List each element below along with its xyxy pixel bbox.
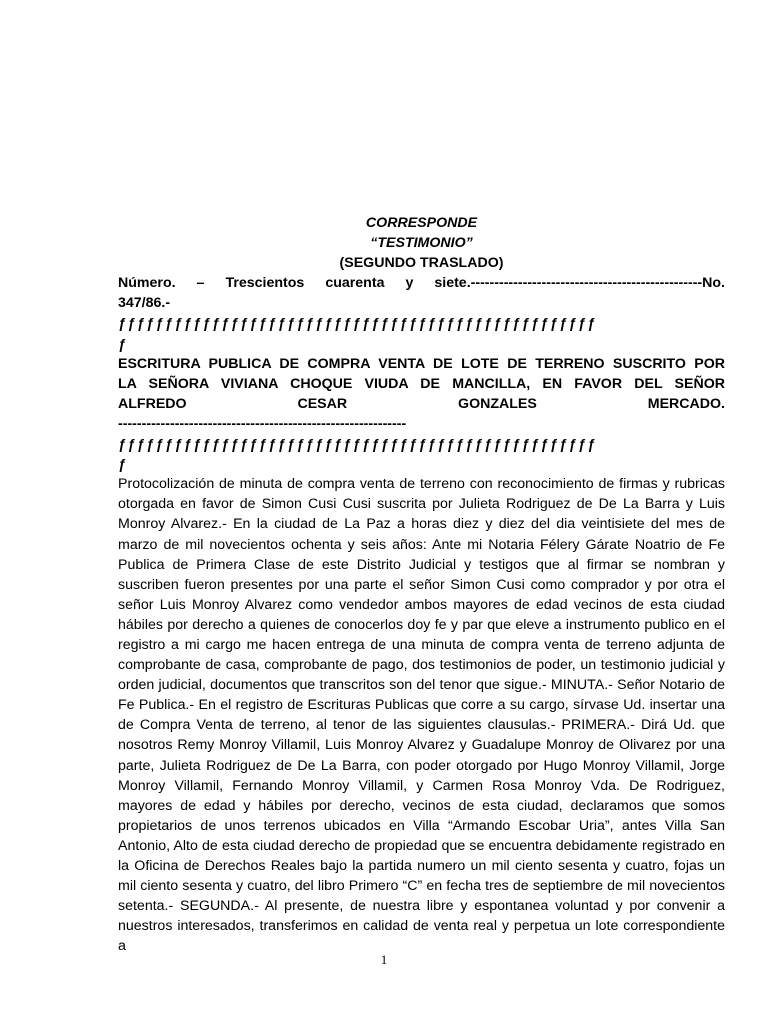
heading-segundo-traslado: (SEGUNDO TRASLADO): [339, 255, 504, 272]
ornament-tail: ƒ: [118, 335, 128, 352]
escritura-title-line2: LA SEÑORA VIVIANA CHOQUE VIUDA DE MANCILLA, EN FAVOR DEL SEÑOR: [118, 375, 725, 392]
ornament-row: ƒƒƒƒƒƒƒƒƒƒƒƒƒƒƒƒƒƒƒƒƒƒƒƒƒƒƒƒƒƒƒƒƒƒƒƒƒƒƒƒƒƒƒƒƒƒƒƒƒƒƒ: [118, 315, 597, 332]
dash-line: -------------------------------------------------------------: [118, 415, 407, 432]
ornament-tail: ƒ: [118, 456, 128, 473]
heading-testimonio: “TESTIMONIO”: [370, 235, 473, 252]
ornament-row: ƒƒƒƒƒƒƒƒƒƒƒƒƒƒƒƒƒƒƒƒƒƒƒƒƒƒƒƒƒƒƒƒƒƒƒƒƒƒƒƒƒƒƒƒƒƒƒƒƒƒƒ: [118, 436, 597, 453]
numero-line: Número. – Trescientos cuarenta y siete.-------------------------------------------------No.: [118, 275, 725, 292]
body-paragraph: Protocolización de minuta de compra venta de terreno con reconocimiento de firmas y rubricas otorgada en favor de Simon Cusi Cusi suscrita por Julieta Rodriguez de De La Barra y Luis Monroy Alvarez.- En la ciudad de La Paz a horas diez y diez del dia veintisiete del mes de marzo de mil novecientos ochenta y seis años: Ante mi Notaria Félery Gárate Noatrio de Fe Publica de Primera Clase de este Distrito Judicial y testigos que al firmar se nombran y suscriben fueron presentes por una parte el señor Simon Cusi como comprador y por otra el señor Luis Monroy Alvarez como vendedor ambos mayores de edad vecinos de esta ciudad hábiles por derecho a quienes de conocerlos doy fe y par que eleve a instrumento publico en el registro a mi cargo me hacen entrega de una minuta de compra venta de terreno adjunta de comprobante de casa, comprobante de pago, dos testimonios de poder, un testimonio judicial y orden judicial, documentos que transcritos son del tenor que sigue.- MINUTA.- Señor Notario de Fe Publica.- En el registro de Escrituras Publicas que corre a su cargo, sírvase Ud. insertar una de Compra Venta de terreno, al tenor de las siguientes clausulas.- PRIMERA.- Dirá Ud. que nosotros Remy Monroy Villamil, Luis Monroy Alvarez y Guadalupe Monroy de Olivarez por una parte, Julieta Rodriguez de De La Barra, con poder otorgado por Hugo Monroy Villamil, Jorge Monroy Villamil, Fernando Monroy Villamil, y Carmen Rosa Monroy Vda. De Rodriguez, mayores de edad y hábiles por derecho, vecinos de esta ciudad, declaramos que somos propietarios de unos terrenos ubicados en Villa “Armando Escobar Uria”, antes Villa San Antonio, Alto de esta ciudad derecho de propiedad que se encuentra debidamente registrado en la Oficina de Derechos Reales bajo la partida numero un mil ciento sesenta y cuatro, fojas un mil ciento sesenta y cuatro, del libro Primero “C” en fecha tres de septiembre de mil novecientos setenta.- SEGUNDA.- Al presente, de nuestra libre y espontanea voluntad y por convenir a nuestros interesados, transferimos en calidad de venta real y perpetua un lote correspondiente a: [118, 476, 725, 955]
numero-code: 347/86.-: [118, 295, 171, 312]
escritura-title-line1: ESCRITURA PUBLICA DE COMPRA VENTA DE LOTE DE TERRENO SUSCRITO POR: [118, 355, 725, 372]
heading-corresponde: CORRESPONDE: [365, 215, 478, 231]
document-content: [118, 213, 725, 956]
escritura-title-line3: ALFREDO CESAR GONZALES MERCADO.: [118, 395, 725, 412]
page-number: 1: [380, 952, 388, 967]
